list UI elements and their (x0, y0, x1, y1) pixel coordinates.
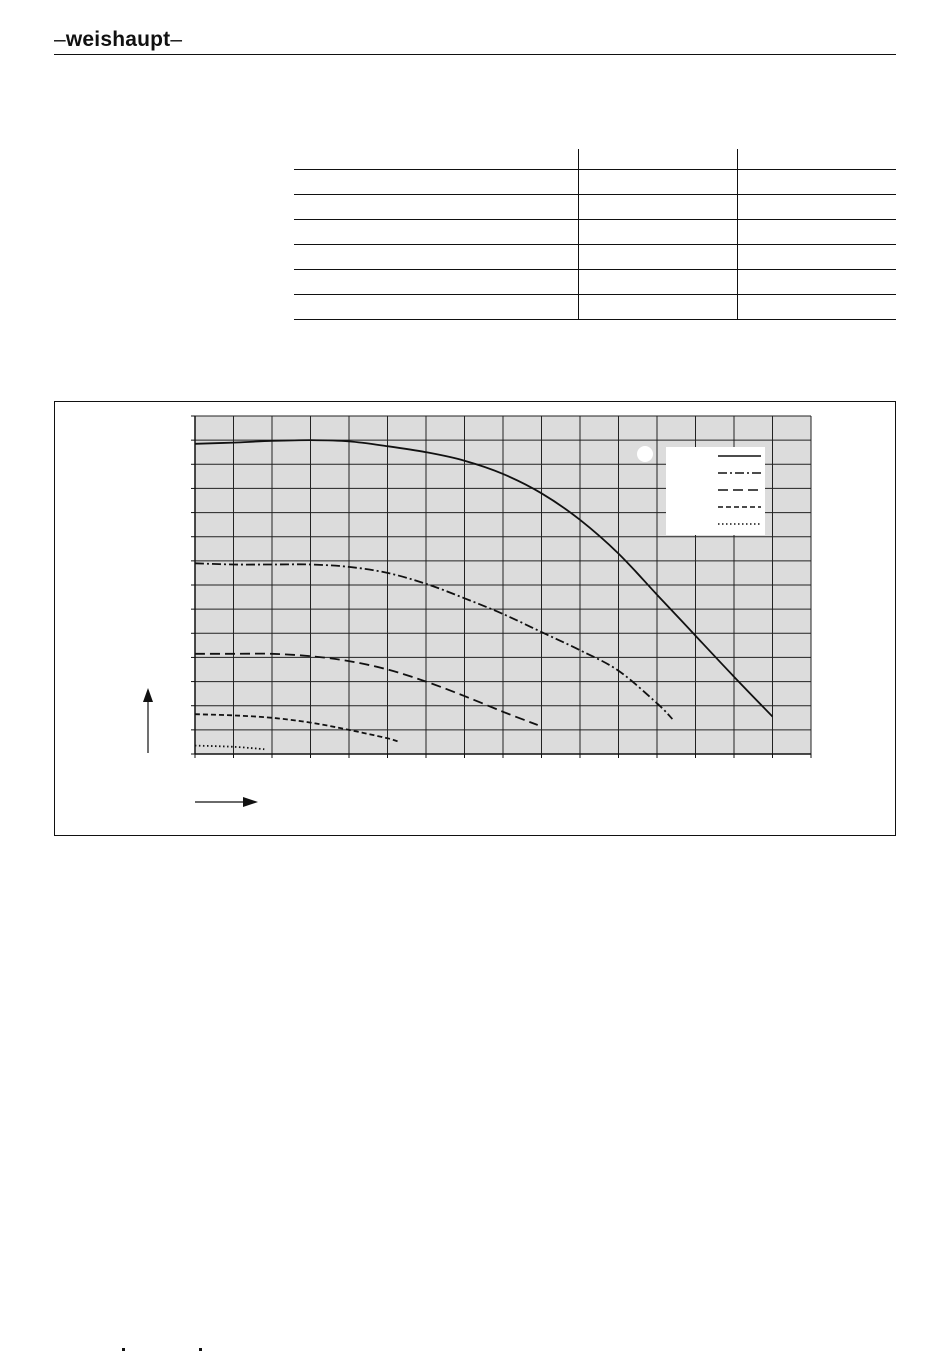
table-row (294, 195, 896, 220)
table-cell (579, 295, 738, 320)
table-row (294, 270, 896, 295)
table-cell (579, 245, 738, 270)
specs-table (294, 149, 896, 320)
table-row (294, 170, 896, 195)
table-cell (294, 149, 579, 170)
table-cell (294, 270, 579, 295)
table-cell (294, 295, 579, 320)
table-cell (294, 220, 579, 245)
logo-dash-left: – (54, 28, 66, 51)
table-cell (579, 270, 738, 295)
table-cell (579, 220, 738, 245)
table-cell (579, 149, 738, 170)
table-cell (738, 245, 897, 270)
logo-dash-right: – (170, 28, 183, 51)
table-cell (294, 245, 579, 270)
logo-text: weishaupt (65, 28, 171, 51)
table-cell (738, 270, 897, 295)
chart-canvas (55, 402, 895, 835)
footer-mark-right (199, 1348, 202, 1351)
table-row (294, 149, 896, 170)
table-row (294, 295, 896, 320)
table-row (294, 220, 896, 245)
table-cell (738, 170, 897, 195)
brand-logo (54, 28, 182, 52)
y-direction-arrow-head (143, 688, 153, 702)
table-cell (579, 195, 738, 220)
table-cell (294, 170, 579, 195)
table-row (294, 245, 896, 270)
table-cell (738, 149, 897, 170)
table-cell (738, 295, 897, 320)
table-cell (738, 220, 897, 245)
page-header (54, 26, 896, 56)
table-cell (738, 195, 897, 220)
table-cell (294, 195, 579, 220)
pump-curve-chart (54, 401, 896, 836)
header-rule (54, 54, 896, 55)
x-direction-arrow-head (243, 797, 258, 807)
footer-mark-left (122, 1348, 125, 1351)
legend-marker-circle (637, 446, 653, 462)
table-cell (579, 170, 738, 195)
legend-box (666, 447, 765, 535)
